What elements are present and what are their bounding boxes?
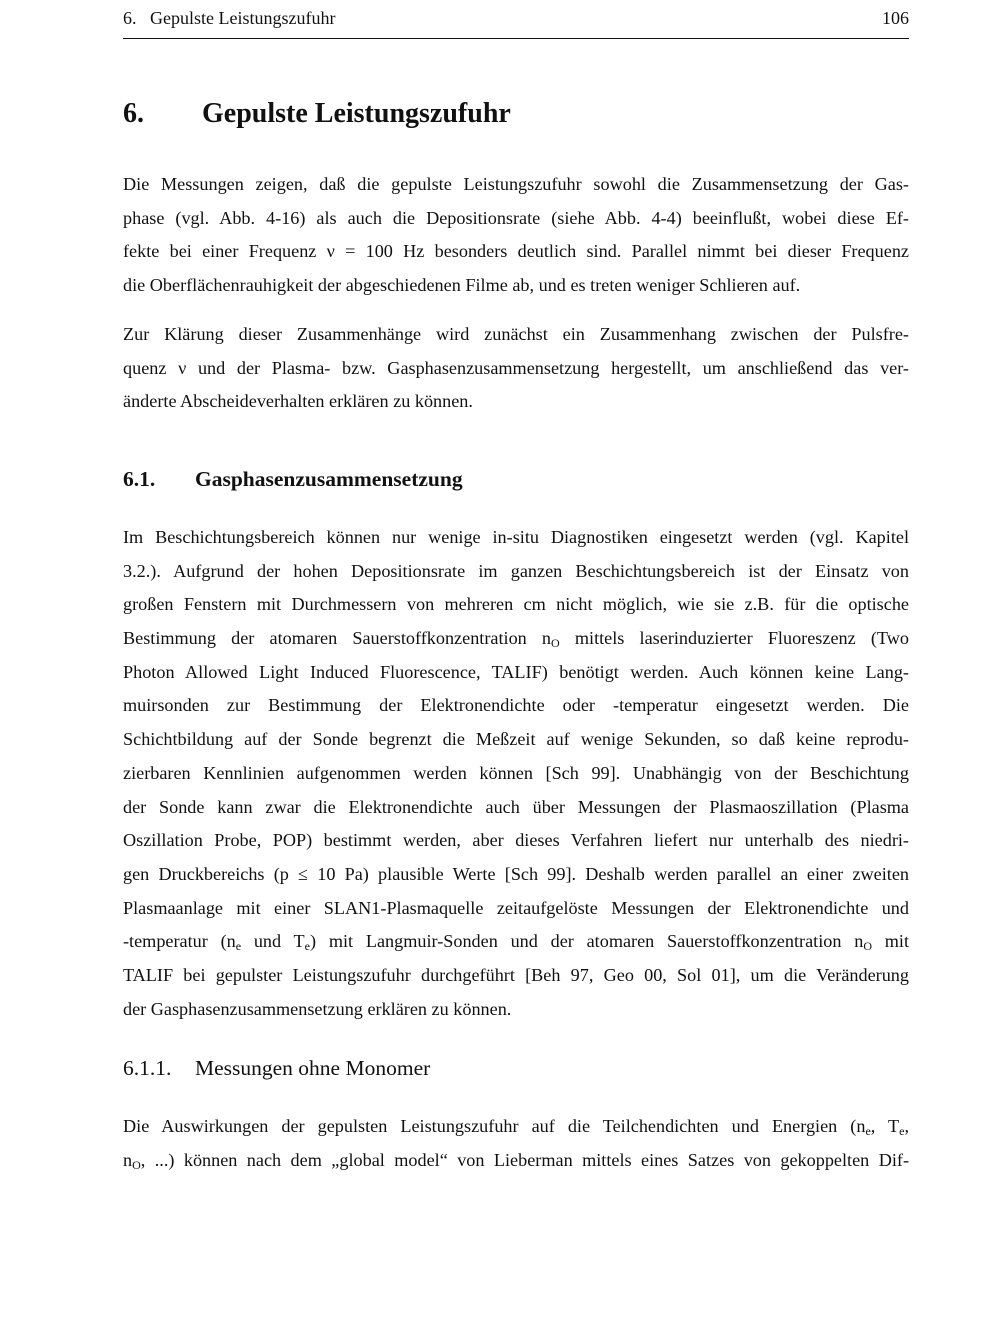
text-line: zierbaren Kennlinien aufgenommen werden können [Sch 99]. Unabhängig von der Beschichtung bbox=[123, 762, 909, 783]
section-6-1-1-paragraph bbox=[123, 1110, 909, 1177]
text-span: mittels laserinduzierter Fluoreszenz (Two bbox=[559, 628, 909, 649]
subscript: e bbox=[899, 1124, 905, 1138]
text-span: , T bbox=[870, 1116, 900, 1136]
chapter-heading bbox=[123, 96, 511, 132]
text-line: quenz ν und der Plasma- bzw. Gasphasenzusammensetzung hergestellt, um anschließend das ver- bbox=[123, 357, 909, 378]
subscript: e bbox=[235, 939, 242, 954]
text-span: n bbox=[123, 1149, 133, 1170]
text-line: großen Fenstern mit Durchmessern von mehreren cm nicht möglich, wie sie z.B. für die optische bbox=[123, 594, 909, 615]
text-line: phase (vgl. Abb. 4-16) als auch die Depositionsrate (siehe Abb. 4-4) beeinflußt, wobei diese Ef- bbox=[123, 207, 909, 228]
intro-paragraph-1 bbox=[123, 168, 909, 303]
text-line: Schichtbildung auf der Sonde begrenzt die Meßzeit auf wenige Sekunden, so daß keine reprodu- bbox=[123, 729, 909, 750]
subscript: O bbox=[551, 636, 560, 651]
subsection-number: 6.1.1. bbox=[123, 1056, 172, 1080]
text-span: , bbox=[904, 1116, 909, 1136]
header-rule bbox=[123, 38, 909, 39]
subscript: O bbox=[863, 939, 872, 954]
subsection-heading-6-1-1 bbox=[123, 1054, 430, 1082]
text-line bbox=[123, 925, 909, 959]
page-number: 106 bbox=[882, 8, 909, 28]
subscript: O bbox=[132, 1157, 141, 1172]
chapter-number: 6. bbox=[123, 98, 144, 129]
text-span: -temperatur (n bbox=[123, 931, 236, 952]
text-line bbox=[123, 1144, 909, 1178]
subsection-title: Messungen ohne Monomer bbox=[195, 1056, 431, 1080]
text-line: TALIF bei gepulster Leistungszufuhr durchgeführt [Beh 97, Geo 00, Sol 01], um die Veränderung bbox=[123, 964, 909, 985]
running-header-title: 6. Gepulste Leistungszufuhr bbox=[123, 8, 336, 28]
text-line: änderte Abscheideverhalten erklären zu können. bbox=[123, 391, 473, 412]
text-line: der Sonde kann zwar die Elektronendichte auch über Messungen der Plasmaoszillation (Plasma bbox=[123, 796, 909, 817]
text-span: Die Auswirkungen der gepulsten Leistungszufuhr auf die Teilchendichten und Energien (n bbox=[123, 1116, 866, 1136]
text-line: muirsonden zur Bestimmung der Elektronendichte oder -temperatur eingesetzt werden. Die bbox=[123, 695, 909, 716]
section-6-1-paragraph bbox=[123, 521, 909, 1026]
text-span: und T bbox=[241, 931, 305, 952]
text-span: ) mit Langmuir-Sonden und der atomaren Sauerstoffkonzentration n bbox=[310, 931, 864, 952]
text-line: Im Beschichtungsbereich können nur wenige in-situ Diagnostiken eingesetzt werden (vgl. Kapitel bbox=[123, 527, 909, 547]
section-number: 6.1. bbox=[123, 467, 156, 491]
text-line: Oszillation Probe, POP) bestimmt werden, aber dieses Verfahren liefert nur unterhalb des niedri- bbox=[123, 830, 909, 851]
text-span: Bestimmung der atomaren Sauerstoffkonzentration n bbox=[123, 628, 552, 649]
text-line: Plasmaanlage mit einer SLAN1-Plasmaquelle zeitaufgelöste Messungen der Elektronendichte und bbox=[123, 897, 909, 918]
running-header bbox=[123, 6, 909, 30]
section-heading-6-1 bbox=[123, 465, 463, 493]
text-line: Die Messungen zeigen, daß die gepulste Leistungszufuhr sowohl die Zusammensetzung der Gas- bbox=[123, 174, 909, 194]
text-line bbox=[123, 1110, 909, 1144]
text-span: mit bbox=[871, 931, 910, 952]
text-line: 3.2.). Aufgrund der hohen Depositionsrate im ganzen Beschichtungsbereich ist der Einsatz von bbox=[123, 560, 909, 581]
chapter-title: Gepulste Leistungszufuhr bbox=[202, 98, 511, 129]
text-line bbox=[123, 622, 909, 656]
text-line: Photon Allowed Light Induced Fluorescence, TALIF) benötigt werden. Auch können keine Lang- bbox=[123, 661, 909, 682]
subscript: e bbox=[865, 1124, 871, 1138]
intro-paragraph-2 bbox=[123, 318, 909, 419]
section-title: Gasphasenzusammensetzung bbox=[195, 467, 463, 491]
text-span: , ...) können nach dem „global model“ von Lieberman mittels eines Satzes von gekoppelten Dif- bbox=[140, 1149, 909, 1170]
text-line: fekte bei einer Frequenz ν = 100 Hz besonders deutlich sind. Parallel nimmt bei dieser Frequenz bbox=[123, 241, 909, 262]
text-line: gen Druckbereichs (p ≤ 10 Pa) plausible Werte [Sch 99]. Deshalb werden parallel an einer zweiten bbox=[123, 863, 909, 884]
subscript: e bbox=[304, 939, 310, 954]
text-line: Zur Klärung dieser Zusammenhänge wird zunächst ein Zusammenhang zwischen der Pulsfre- bbox=[123, 324, 909, 344]
text-line: der Gasphasenzusammensetzung erklären zu können. bbox=[123, 998, 512, 1019]
text-line: die Oberflächenrauhigkeit der abgeschiedenen Filme ab, und es treten weniger Schlieren auf. bbox=[123, 275, 801, 296]
